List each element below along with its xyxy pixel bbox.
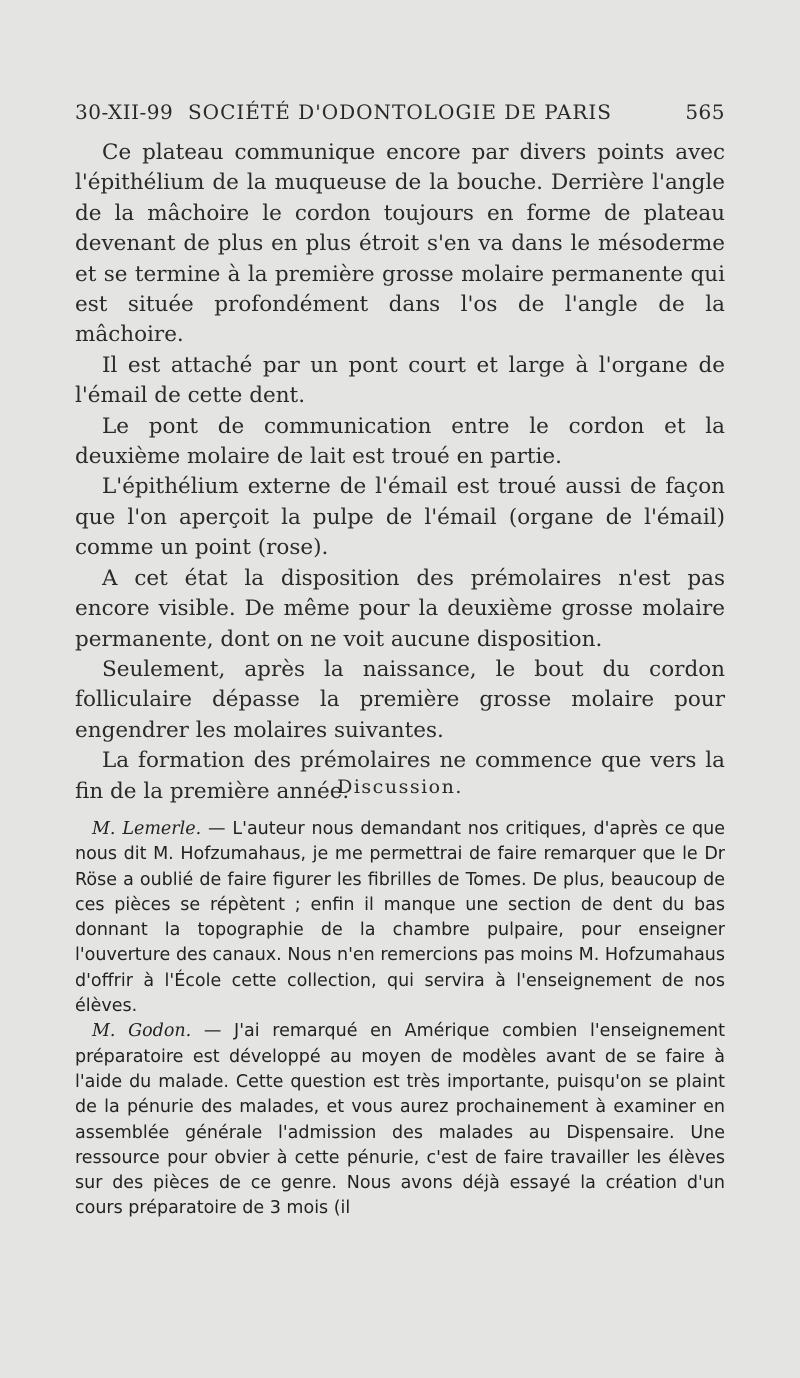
discussion-text (75, 817, 725, 1222)
paragraph: Le pont de communication entre le cordon et la deuxième molaire de lait est troué en partie. (75, 413, 725, 470)
page-number: 565 (685, 100, 725, 124)
body-text (75, 138, 725, 807)
paragraph: Ce plateau communique encore par divers points avec l'épithélium de la muqueuse de la bouche. Derrière l'angle de la mâchoire le cordon toujours en forme de plateau devenant de plus en plus étroit s'en va dans le mésoderme et se termine à la première grosse molaire permanente qui est située profondément dans l'os de l'angle de la mâchoire. (75, 140, 725, 348)
speaker-name: M. Lemerle. (92, 819, 202, 839)
discussion-paragraph (75, 817, 725, 1019)
paragraph: Il est attaché par un pont court et large à l'organe de l'émail de cette dent. (75, 352, 725, 409)
speech-text: — L'auteur nous demandant nos critiques, d'après ce que nous dit M. Hofzumahaus, je me permettrai de faire remarquer que le Dr Röse a oublié de faire figurer les fibrilles de Tomes. De plus, beaucoup de ces pièces se répètent ; enfin il manque une section de dent du bas donnant la topographie de la chambre pulpaire, pour enseigner l'ouverture des canaux. Nous n'en remercions pas moins M. Hofzumahaus d'offrir à l'École cette collection, qui servira à l'enseignement de nos élèves. (75, 819, 725, 1017)
paragraph: Seulement, après la naissance, le bout du cordon folliculaire dépasse la première grosse molaire pour engendrer les molaires suivantes. (75, 656, 725, 743)
speech-text: — J'ai remarqué en Amérique combien l'enseignement préparatoire est développé au moyen de modèles avant de se faire à l'aide du malade. Cette question est très importante, puisqu'on se plaint de la pénurie des malades, et vous aurez prochainement à examiner en assemblée générale l'admission des malades au Dispensaire. Une ressource pour obvier à cette pénurie, c'est de faire travailler les élèves sur des pièces de ce genre. Nous avons déjà essayé la création d'un cours préparatoire de 3 mois (il (75, 1021, 725, 1219)
paragraph: La formation des prémolaires ne commence que vers la fin de la première année. (75, 748, 725, 804)
running-header (75, 100, 725, 130)
section-heading: Discussion. (337, 776, 463, 798)
speaker-name: M. Godon. (92, 1021, 192, 1042)
paragraph: L'épithélium externe de l'émail est troué aussi de façon que l'on aperçoit la pulpe de l'émail (organe de l'émail) comme un point (rose). (75, 474, 725, 561)
discussion-paragraph (75, 1019, 725, 1221)
header-date: 30-XII-99 (75, 100, 174, 124)
paragraph: A cet état la disposition des prémolaires n'est pas encore visible. De même pour la deuxième grosse molaire permanente, dont on ne voit aucune disposition. (75, 565, 725, 652)
header-title: SOCIÉTÉ D'ODONTOLOGIE DE PARIS (187, 100, 613, 124)
